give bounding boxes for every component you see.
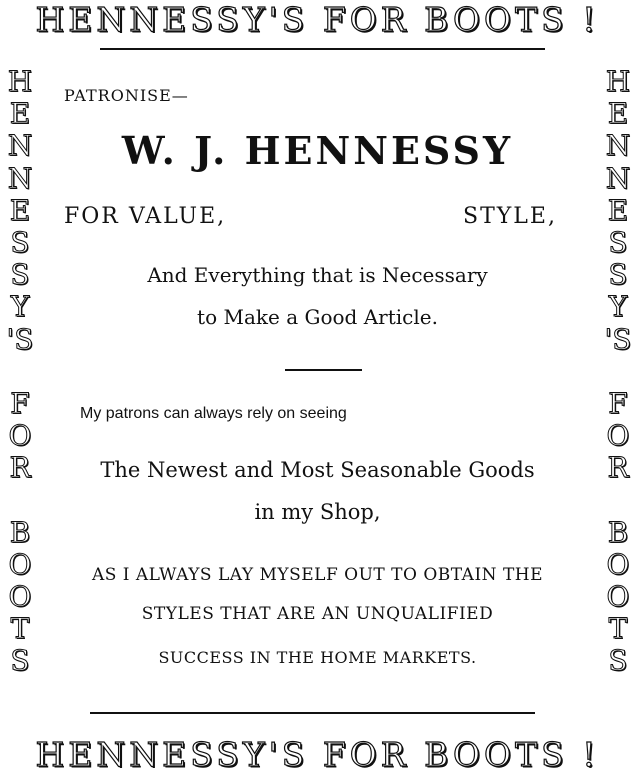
right-banner-letter: N bbox=[605, 129, 631, 163]
left-banner-letter: B bbox=[9, 515, 31, 549]
right-banner-letter: O bbox=[606, 547, 630, 581]
right-banner-letter: R bbox=[607, 451, 629, 485]
right-banner-letter: H bbox=[605, 65, 631, 98]
newest-goods-text: The Newest and Most Seasonable Goods bbox=[100, 458, 535, 482]
right-banner-letter: 'S bbox=[604, 322, 632, 356]
top-rule bbox=[100, 48, 545, 50]
obtain-text: AS I ALWAYS LAY MYSELF OUT TO OBTAIN THE bbox=[91, 565, 544, 585]
unqualified-text: STYLES THAT ARE AN UNQUALIFIED bbox=[141, 604, 494, 624]
home-markets-text: SUCCESS IN THE HOME MARKETS. bbox=[158, 648, 477, 667]
left-banner-letter: R bbox=[9, 451, 31, 485]
left-banner-letter: Y bbox=[10, 290, 30, 324]
left-banner-letter: S bbox=[10, 644, 30, 678]
left-banner-letter: O bbox=[8, 547, 32, 581]
left-banner-letter: S bbox=[10, 225, 30, 259]
good-article-text: to Make a Good Article. bbox=[197, 305, 438, 329]
left-banner-letter: E bbox=[9, 97, 31, 131]
right-banner-letter: N bbox=[605, 161, 631, 195]
middle-rule bbox=[285, 369, 362, 371]
right-banner-letter: S bbox=[608, 644, 628, 678]
right-banner-letter: Y bbox=[608, 290, 628, 324]
left-banner-letter: 'S bbox=[6, 322, 34, 356]
in-my-shop-text: in my Shop, bbox=[254, 500, 381, 524]
top-banner: HENNESSY'S FOR BOOTS ! bbox=[35, 0, 600, 39]
patrons-text: My patrons can always rely on seeing bbox=[80, 405, 347, 422]
right-banner-letter: B bbox=[607, 515, 629, 549]
left-banner-letter bbox=[0, 356, 40, 388]
left-banner-letter: N bbox=[7, 161, 33, 195]
merchant-name: W. J. HENNESSY bbox=[121, 128, 514, 173]
left-banner-letter: S bbox=[10, 258, 30, 292]
right-banner-letter: T bbox=[608, 612, 628, 646]
bottom-rule bbox=[90, 712, 535, 714]
left-banner-letter: O bbox=[8, 580, 32, 613]
left-banner-letter: O bbox=[8, 419, 32, 453]
left-banner-letter: F bbox=[10, 386, 30, 420]
right-banner-letter: E bbox=[607, 97, 629, 131]
right-banner-letter bbox=[598, 356, 635, 388]
right-banner-letter: S bbox=[608, 225, 628, 259]
right-banner-letter: F bbox=[608, 386, 628, 420]
right-banner-letter: S bbox=[608, 258, 628, 292]
left-banner-letter: H bbox=[7, 65, 33, 98]
for-value-text: FOR VALUE, bbox=[64, 204, 227, 229]
patronise-heading: PATRONISE— bbox=[64, 86, 189, 105]
right-banner-letter: E bbox=[607, 193, 629, 227]
left-banner-letter: T bbox=[10, 612, 30, 646]
everything-necessary-text: And Everything that is Necessary bbox=[147, 263, 488, 287]
style-text: STYLE, bbox=[463, 204, 557, 229]
right-banner-letter: O bbox=[606, 419, 630, 453]
right-banner-letter: O bbox=[606, 580, 630, 613]
left-banner-letter: N bbox=[7, 129, 33, 163]
left-banner-letter: E bbox=[9, 193, 31, 227]
bottom-banner: HENNESSY'S FOR BOOTS ! bbox=[35, 735, 600, 774]
